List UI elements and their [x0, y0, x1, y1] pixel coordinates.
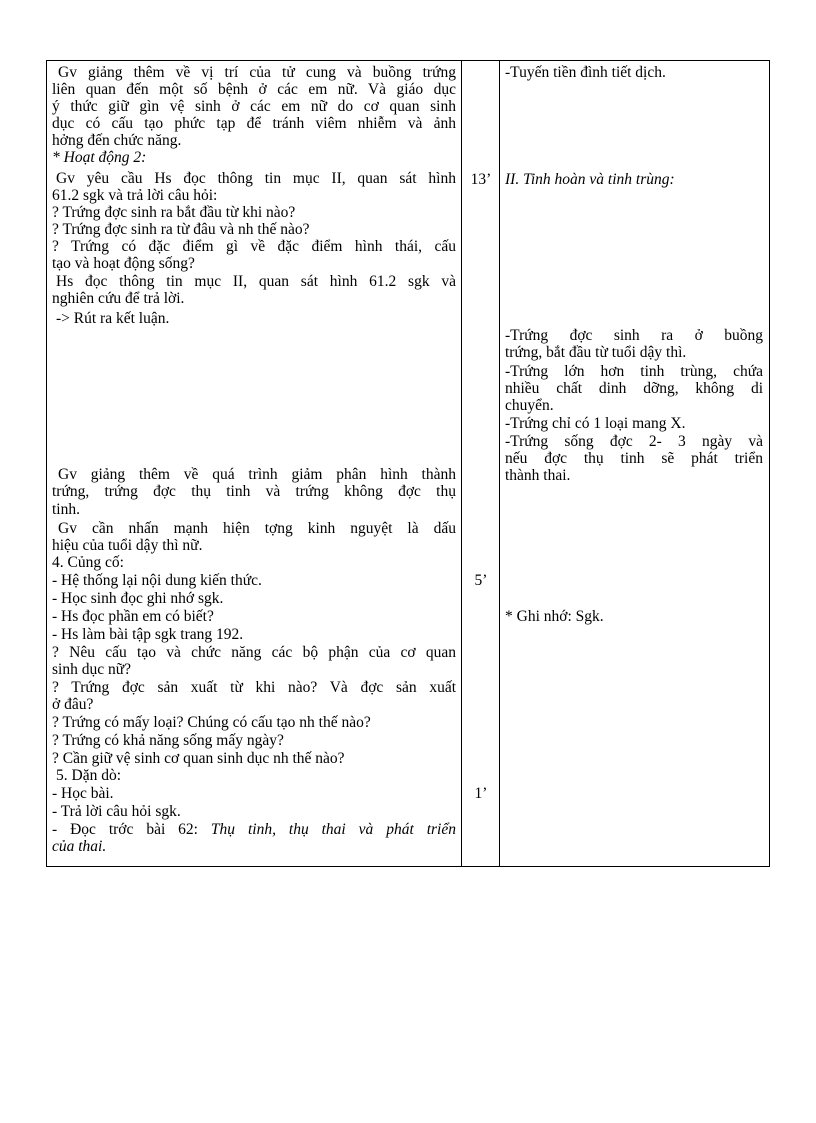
text-line: - Hệ thống lại nội dung kiến thức.: [52, 572, 262, 589]
text-line: ý thức giữ gìn vệ sinh ở các em nữ do cơ quan sinh: [52, 98, 456, 115]
section-heading: 5. Dặn dò:: [56, 767, 122, 784]
text-line: - Hs đọc phần em có biết?: [52, 608, 214, 625]
text-line: - Học sinh đọc ghi nhớ sgk.: [52, 590, 224, 607]
activities-column: [52, 61, 456, 866]
text-line: liên quan đến một số bệnh ở các em nữ. Và giáo dục: [52, 81, 456, 98]
text-line: sinh dục nữ?: [52, 661, 131, 678]
text-line: * Ghi nhớ: Sgk.: [505, 608, 604, 625]
text-line: -Trứng sống đợc 2- 3 ngày và: [505, 433, 763, 450]
text-line: ? Trứng đợc sinh ra bắt đầu từ khi nào?: [52, 204, 296, 221]
text-line: tạo và hoạt động sống?: [52, 255, 195, 272]
text-line: ? Trứng có đặc điểm gì về đặc điểm hình thái, cấu: [52, 238, 456, 255]
text-line: ? Cần giữ vệ sinh cơ quan sinh dục nh thế nào?: [52, 750, 345, 767]
text-line: chuyển.: [505, 397, 554, 414]
text-line: dục có cấu tạo phức tạp để tránh viêm nhiễm và ảnh: [52, 115, 456, 132]
text-line: thành thai.: [505, 467, 571, 484]
text-line: - Học bài.: [52, 785, 114, 802]
text-line: Gv cần nhấn mạnh hiện tợng kinh nguyệt là dấu: [58, 520, 456, 537]
text-line: -Trứng đợc sinh ra ở buồng: [505, 327, 763, 344]
text-line: -Tuyến tiền đình tiết dịch.: [505, 64, 666, 81]
text-line: - Trả lời câu hỏi sgk.: [52, 803, 181, 820]
lesson-title: của thai.: [52, 838, 107, 855]
text-line: [52, 821, 456, 838]
text-line: ? Trứng đợc sinh ra từ đâu và nh thế nào?: [52, 221, 310, 238]
text-line: nghiên cứu để trả lời.: [52, 290, 185, 307]
time-value: 1’: [474, 785, 488, 802]
section-heading: 4. Củng cố:: [52, 554, 124, 571]
lesson-title: Thụ tinh, thụ thai và phát triển: [210, 821, 456, 838]
text-line: 61.2 sgk và trả lời câu hỏi:: [52, 187, 218, 204]
text-span: - Đọc trớc bài 62:: [52, 821, 211, 838]
text-line: ? Trứng có mấy loại? Chúng có cấu tạo nh thế nào?: [52, 714, 371, 731]
activity-heading: * Hoạt động 2:: [52, 149, 147, 166]
time-column: [462, 61, 500, 866]
text-line: trứng, bắt đầu từ tuổi dậy thì.: [505, 344, 687, 361]
text-line: ở đâu?: [52, 696, 94, 713]
text-line: hởng đến chức năng.: [52, 132, 182, 149]
text-line: ? Trứng đợc sản xuất từ khi nào? Và đợc sản xuất: [52, 679, 456, 696]
text-line: ? Trứng có khả năng sống mấy ngày?: [52, 732, 284, 749]
text-line: Gv yêu cầu Hs đọc thông tin mục II, quan sát hình: [56, 170, 456, 187]
text-line: - Hs làm bài tập sgk trang 192.: [52, 626, 244, 643]
time-value: 13’: [470, 171, 492, 188]
text-line: Gv giảng thêm về quá trình giảm phân hình thành: [58, 466, 456, 483]
text-line: nếu đợc thụ tinh sẽ phát triển: [505, 450, 763, 467]
lesson-table: [46, 60, 770, 867]
text-line: Hs đọc thông tin mục II, quan sát hình 61.2 sgk và: [56, 273, 456, 290]
content-column: [505, 61, 763, 866]
text-line: hiệu của tuổi dậy thì nữ.: [52, 537, 203, 554]
section-heading: II. Tinh hoàn và tinh trùng:: [505, 171, 675, 188]
text-line: -> Rút ra kết luận.: [56, 310, 170, 327]
text-line: -Trứng chỉ có 1 loại mang X.: [505, 415, 686, 432]
text-line: -Trứng lớn hơn tinh trùng, chứa: [505, 363, 763, 380]
time-value: 5’: [474, 572, 488, 589]
text-line: trứng, trứng đợc thụ tinh và trứng không đợc thụ: [52, 483, 456, 500]
text-line: nhiều chất dinh dỡng, không di: [505, 380, 763, 397]
text-line: ? Nêu cấu tạo và chức năng các bộ phận của cơ quan: [52, 644, 456, 661]
text-line: tinh.: [52, 501, 80, 518]
text-line: Gv giảng thêm về vị trí của tử cung và buồng trứng: [58, 64, 456, 81]
